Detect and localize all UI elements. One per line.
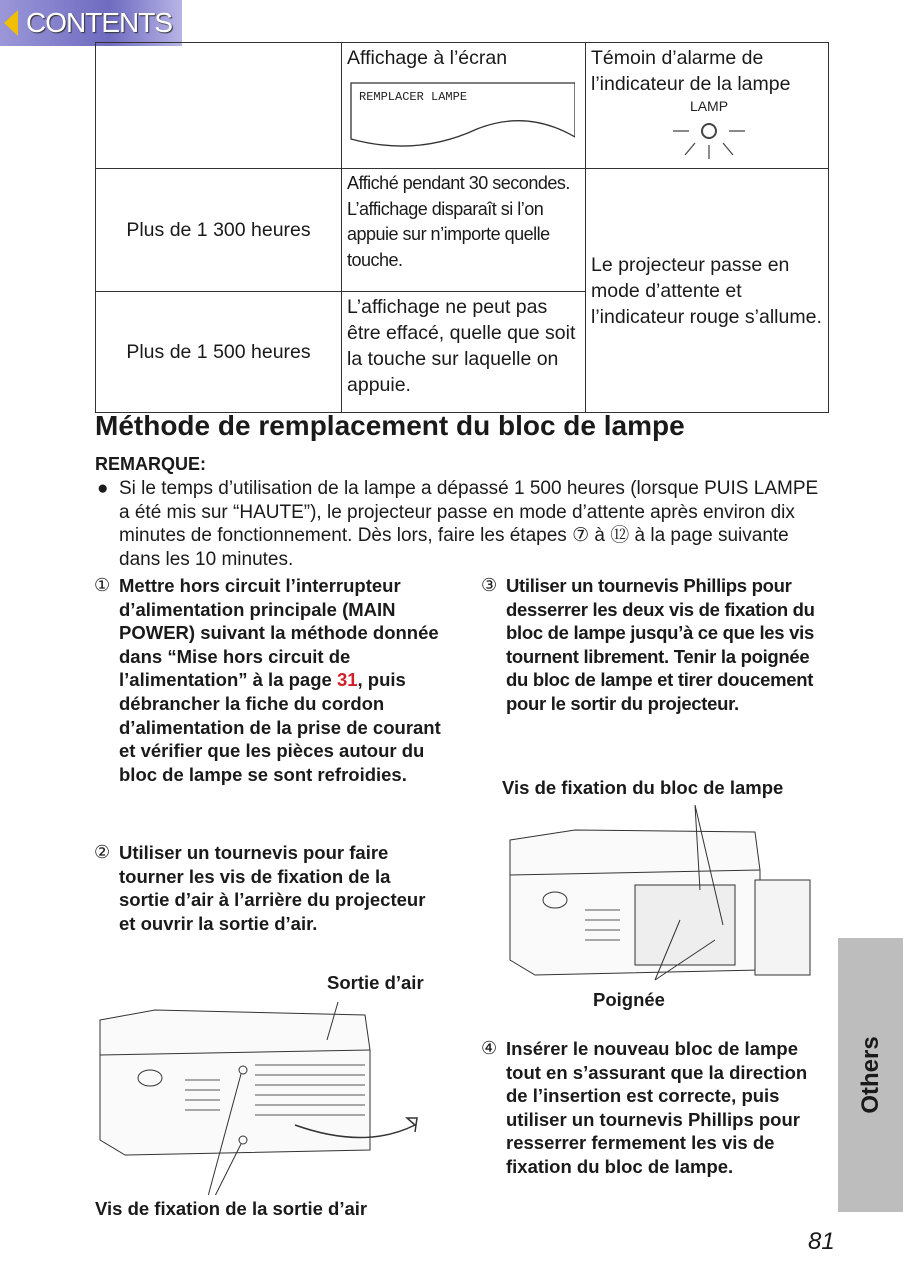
osd-screen-illustration: [347, 79, 575, 149]
bullet-icon: ●: [97, 478, 109, 499]
step-text: Utiliser un tournevis Phillips pour desserrer les deux vis de fixation du bloc de lampe jusqu’à ce que les vis tournent librement. Tenir la poignée du bloc de lampe et tirer doucement pour le sortir du projecteur.: [506, 575, 815, 714]
step-2: [94, 841, 444, 935]
step-number: ②: [94, 842, 111, 862]
projector-lamp-illustration: [505, 800, 825, 985]
air-screws-caption: Vis de fixation de la sortie d’air: [95, 1198, 368, 1219]
section-tab-label: Others: [856, 1036, 884, 1114]
back-arrow-icon: [4, 10, 18, 36]
hours-cell: Plus de 1 300 heures: [96, 169, 342, 292]
step-number: ①: [94, 575, 111, 595]
section-tab-others[interactable]: [838, 938, 903, 1212]
table-header-empty: [96, 43, 342, 169]
display-cell: L’affichage ne peut pas être effacé, quelle que soit la touche sur laquelle on appuie.: [342, 292, 586, 413]
projector-rear-illustration: [95, 1000, 425, 1195]
table-header-indicator: [586, 43, 829, 169]
lamp-label: LAMP: [689, 98, 729, 114]
remark-item: [95, 477, 825, 571]
lamp-alarm-table: [95, 42, 829, 413]
hours-cell: Plus de 1 500 heures: [96, 292, 342, 413]
step-4: [481, 1037, 831, 1179]
display-cell: Affiché pendant 30 secondes. L’affichage disparaît si l’on appuie sur n’importe quelle touche.: [342, 169, 586, 292]
header-text: Affichage à l’écran: [347, 47, 508, 69]
table-header-display: [342, 43, 586, 169]
step-text: , puis débrancher la fiche du cordon d’alimentation de la prise de courant et vérifier que les pièces autour du bloc de lampe se sont refroidies.: [119, 669, 441, 785]
step-text: Utiliser un tournevis pour faire tourner les vis de fixation de la sortie d’air à l’arrière du projecteur et ouvrir la sortie d’air.: [119, 842, 426, 934]
step-number: ④: [481, 1038, 498, 1058]
section-title: Méthode de remplacement du bloc de lampe: [95, 410, 685, 441]
remark-label: REMARQUE:: [95, 454, 206, 474]
header-text: Témoin d’alarme de l’indicateur de la lampe: [591, 47, 791, 95]
lamp-screws-caption: Vis de fixation du bloc de lampe: [502, 777, 784, 798]
step-1: [94, 574, 444, 786]
osd-text: REMPLACER LAMPE: [359, 90, 468, 104]
lamp-indicator-icon: [591, 93, 823, 159]
step-text: Mettre hors circuit l’interrupteur d’alimentation principale (MAIN POWER) suivant la méthode donnée dans “Mise hors circuit de l’alimentation” à la page: [119, 575, 439, 691]
step-text: Insérer le nouveau bloc de lampe tout en s’assurant que la direction de l’insertion est correcte, puis utiliser un tournevis Phillips pour resserrer fermement les vis de fixation du bloc de lampe.: [506, 1038, 808, 1177]
handle-caption: Poignée: [593, 989, 665, 1010]
indicator-cell: Le projecteur passe en mode d’attente et l’indicateur rouge s’allume.: [586, 169, 829, 413]
step-number: ③: [481, 575, 497, 595]
page-link[interactable]: 31: [336, 669, 358, 691]
air-outlet-caption: Sortie d’air: [327, 972, 424, 993]
contents-label: CONTENTS: [26, 7, 172, 38]
remark-text: Si le temps d’utilisation de la lampe a dépassé 1 500 heures (lorsque PUIS LAMPE a été mis sur “HAUTE”), le projecteur passe en mode d’attente après environ dix minutes de fonctionnement. Dès lors, faire les étapes ⑦ à ⑫ à la page suivante dans les 10 minutes.: [119, 478, 819, 570]
page-number: 81: [808, 1228, 835, 1255]
step-3: [481, 574, 836, 716]
contents-button[interactable]: [0, 0, 182, 46]
